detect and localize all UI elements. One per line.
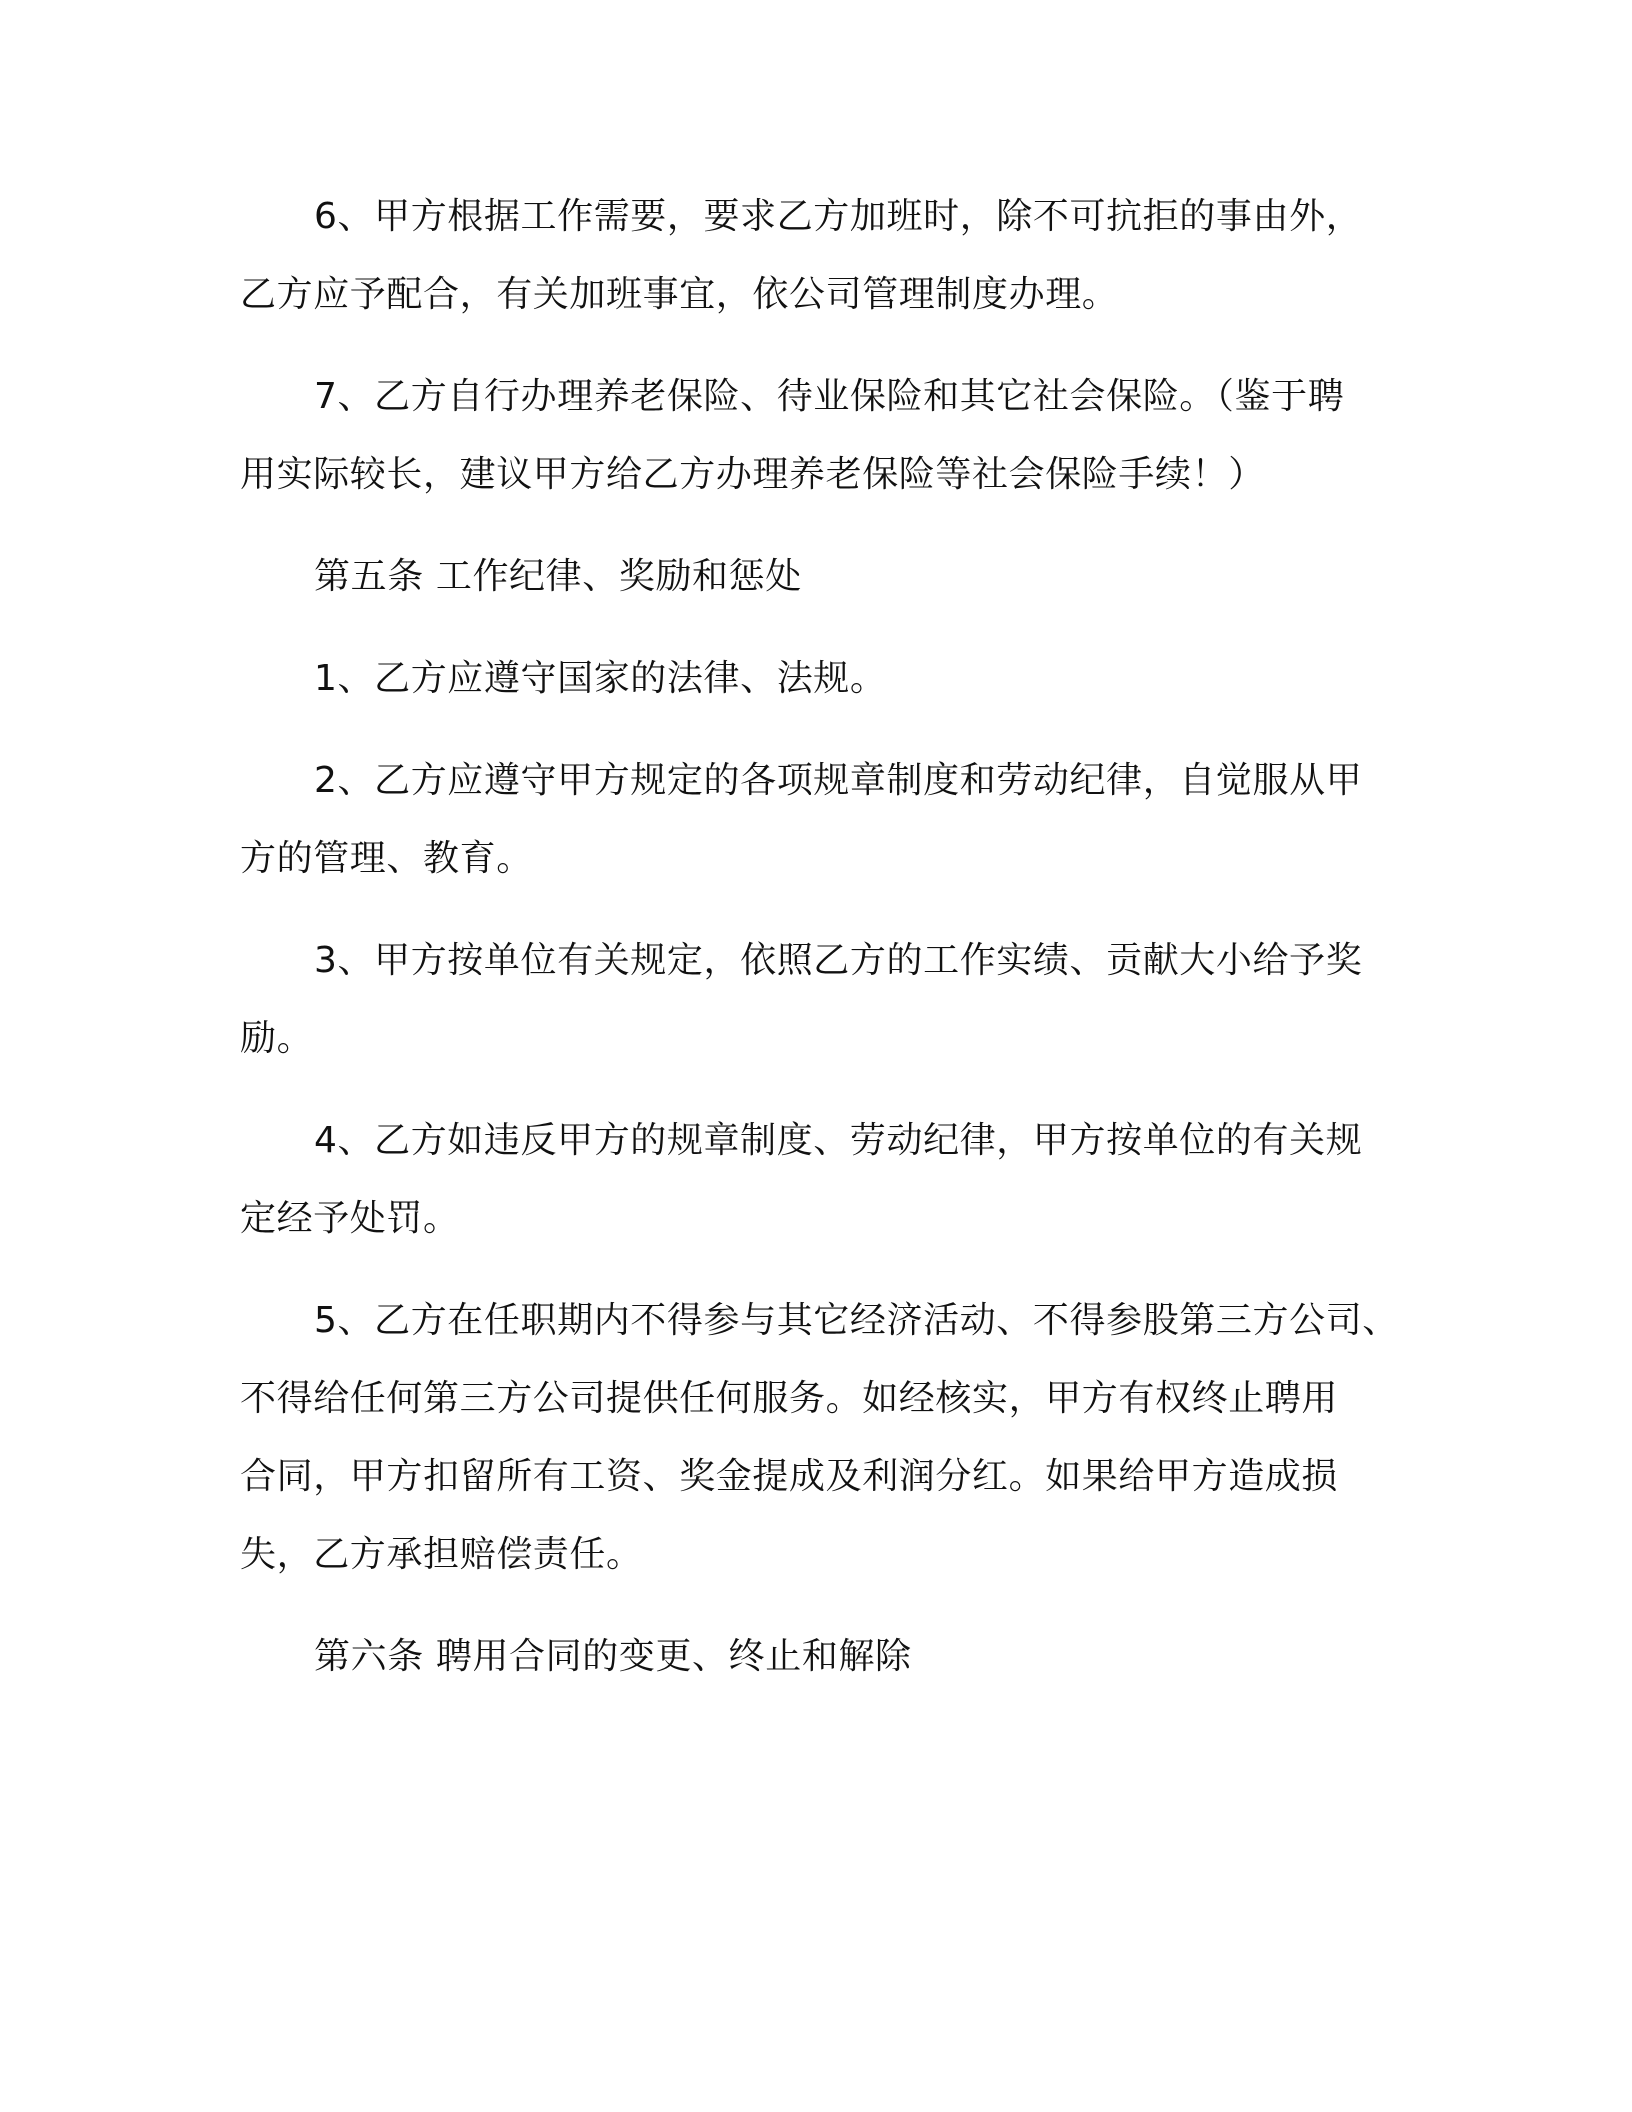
text-line: 方的管理、教育。: [240, 838, 533, 879]
text-line: 第六条 聘用合同的变更、终止和解除: [314, 1636, 912, 1677]
article-5-item-4: [240, 1102, 1410, 1258]
article-5-item-5: [240, 1282, 1410, 1594]
article-5-item-3: [240, 922, 1410, 1078]
text-line: 励。: [240, 1018, 314, 1059]
article-5-item-1: [240, 640, 1410, 718]
text-line: 定经予处罚。: [240, 1198, 460, 1239]
text-line: 不得给任何第三方公司提供任何服务。如经核实，甲方有权终止聘用: [240, 1378, 1339, 1419]
text-line: 用实际较长，建议甲方给乙方办理养老保险等社会保险手续！）: [240, 454, 1265, 495]
text-line: 3、甲方按单位有关规定，依照乙方的工作实绩、贡献大小给予奖: [314, 940, 1363, 981]
text-line: 第五条 工作纪律、奖励和惩处: [314, 556, 802, 597]
article-5-item-2: [240, 742, 1410, 898]
article-5-heading: [240, 538, 1410, 616]
text-line: 7、乙方自行办理养老保险、待业保险和其它社会保险。（鉴于聘: [314, 376, 1345, 417]
paragraph-7-insurance: [240, 358, 1410, 514]
text-line: 6、甲方根据工作需要，要求乙方加班时，除不可抗拒的事由外，: [314, 196, 1363, 237]
text-line: 1、乙方应遵守国家的法律、法规。: [314, 658, 887, 699]
text-line: 合同，甲方扣留所有工资、奖金提成及利润分红。如果给甲方造成损: [240, 1456, 1339, 1497]
text-line: 失，乙方承担赔偿责任。: [240, 1534, 643, 1575]
text-line: 2、乙方应遵守甲方规定的各项规章制度和劳动纪律，自觉服从甲: [314, 760, 1363, 801]
article-6-heading: [240, 1618, 1410, 1696]
text-line: 4、乙方如违反甲方的规章制度、劳动纪律，甲方按单位的有关规: [314, 1120, 1363, 1161]
paragraph-6-overtime: [240, 178, 1410, 334]
text-line: 乙方应予配合，有关加班事宜，依公司管理制度办理。: [240, 274, 1119, 315]
text-line: 5、乙方在任职期内不得参与其它经济活动、不得参股第三方公司、: [314, 1300, 1399, 1341]
